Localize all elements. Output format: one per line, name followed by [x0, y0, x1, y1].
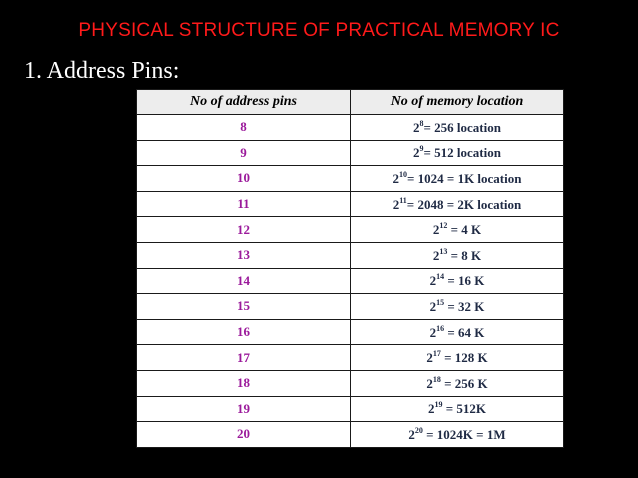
location-value: = 1024 = 1K location	[407, 170, 522, 186]
power-exponent: 13	[439, 246, 448, 256]
power-exponent: 17	[432, 349, 441, 359]
table-row	[137, 217, 564, 243]
table-row	[137, 345, 564, 371]
power-exponent: 16	[436, 323, 445, 333]
table-row	[137, 191, 564, 217]
location-value: = 4 K	[447, 222, 482, 238]
address-pins-cell: 8	[137, 115, 351, 141]
memory-location-cell	[351, 294, 564, 320]
table-row	[137, 319, 564, 345]
location-value: = 1024K = 1M	[422, 426, 506, 442]
table-header-row	[137, 90, 564, 115]
table-row	[137, 268, 564, 294]
memory-location-cell	[351, 191, 564, 217]
address-pins-cell: 12	[137, 217, 351, 243]
power-base: 2	[392, 170, 399, 186]
power-base: 2	[413, 119, 420, 135]
memory-location-cell	[351, 422, 564, 448]
location-value: = 256 K	[440, 375, 488, 391]
location-value: = 16 K	[444, 273, 485, 289]
memory-location-cell	[351, 268, 564, 294]
location-value: = 8 K	[447, 247, 482, 263]
address-pins-cell: 20	[137, 422, 351, 448]
memory-location-cell	[351, 345, 564, 371]
power-exponent: 19	[434, 400, 443, 410]
address-pins-cell: 15	[137, 294, 351, 320]
location-value: = 128 K	[440, 350, 488, 366]
power-base: 2	[426, 375, 433, 391]
address-pins-cell: 16	[137, 319, 351, 345]
power-base: 2	[429, 324, 437, 340]
power-exponent: 8	[419, 118, 424, 128]
power-exponent: 9	[419, 144, 424, 154]
memory-location-cell	[351, 242, 564, 268]
power-base: 2	[426, 350, 433, 366]
address-pins-cell: 11	[137, 191, 351, 217]
location-value: = 2048 = 2K location	[406, 196, 522, 212]
power-exponent: 18	[432, 374, 441, 384]
address-pins-cell: 10	[137, 166, 351, 192]
power-base: 2	[408, 426, 415, 442]
table-row	[137, 294, 564, 320]
table-row	[137, 422, 564, 448]
power-base: 2	[392, 196, 400, 212]
table-row	[137, 115, 564, 141]
power-base: 2	[429, 298, 437, 314]
location-value: = 32 K	[444, 298, 485, 314]
power-base: 2	[429, 273, 437, 289]
address-pins-cell: 17	[137, 345, 351, 371]
header-memory-location: No of memory location	[351, 90, 564, 115]
table-row	[137, 166, 564, 192]
power-base: 2	[432, 247, 440, 263]
memory-location-cell	[351, 319, 564, 345]
section-heading: 1. Address Pins:	[24, 58, 180, 84]
power-exponent: 20	[414, 425, 423, 435]
address-pins-cell: 13	[137, 242, 351, 268]
address-pins-cell: 19	[137, 396, 351, 422]
table-row	[137, 396, 564, 422]
table-row	[137, 140, 564, 166]
header-address-pins: No of address pins	[137, 90, 351, 115]
power-exponent: 15	[436, 297, 445, 307]
power-exponent: 11	[399, 195, 407, 205]
power-exponent: 12	[439, 221, 448, 231]
power-base: 2	[432, 222, 440, 238]
table-row	[137, 242, 564, 268]
power-base: 2	[427, 401, 435, 417]
memory-location-cell	[351, 217, 564, 243]
memory-location-cell	[351, 396, 564, 422]
location-value: = 256 location	[423, 119, 501, 135]
address-pins-cell: 18	[137, 370, 351, 396]
table-row	[137, 370, 564, 396]
location-value: = 512 location	[423, 145, 501, 161]
memory-location-cell	[351, 166, 564, 192]
address-pins-table	[136, 89, 564, 448]
memory-location-cell	[351, 370, 564, 396]
slide-title: PHYSICAL STRUCTURE OF PRACTICAL MEMORY IC	[78, 20, 560, 41]
power-exponent: 14	[436, 272, 445, 282]
location-value: = 512K	[442, 401, 487, 417]
memory-location-cell	[351, 115, 564, 141]
memory-location-cell	[351, 140, 564, 166]
address-pins-cell: 14	[137, 268, 351, 294]
power-base: 2	[413, 145, 420, 161]
address-pins-cell: 9	[137, 140, 351, 166]
power-exponent: 10	[399, 169, 407, 179]
location-value: = 64 K	[444, 324, 485, 340]
